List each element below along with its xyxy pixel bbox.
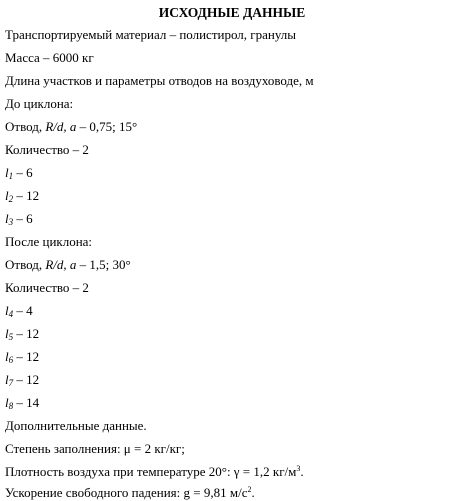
segment-l8 (5, 395, 39, 411)
segment-subscript: 4 (8, 309, 14, 319)
segment-value: – 6 (13, 165, 33, 180)
before-cyclone-heading: До циклона: (5, 96, 74, 111)
after-cyclone-bend (5, 257, 131, 273)
bend-label: Отвод, (5, 119, 46, 134)
segment-l6 (5, 349, 39, 365)
segment-value: – 4 (13, 303, 33, 318)
segment-l3 (5, 211, 33, 227)
bend-value: – 0,75; 15° (76, 119, 138, 134)
segment-value: – 12 (13, 349, 40, 364)
air-density-line (5, 464, 304, 480)
gravity-exponent: 2 (247, 485, 252, 494)
material-line: Транспортируемый материал – полистирол, гранулы (5, 27, 296, 42)
segment-subscript: 3 (8, 217, 14, 227)
segment-subscript: 2 (8, 194, 14, 204)
segment-subscript: 7 (8, 378, 14, 388)
segment-symbol: l (5, 395, 9, 410)
segment-subscript: 6 (8, 355, 14, 365)
air-density-exponent: 3 (296, 464, 301, 473)
before-cyclone-count: Количество – 2 (5, 142, 89, 157)
segment-symbol: l (5, 326, 9, 341)
segment-value: – 12 (13, 326, 40, 341)
after-cyclone-count: Количество – 2 (5, 280, 89, 295)
additional-heading: Дополнительные данные. (5, 418, 147, 433)
fill-degree-line: Степень заполнения: μ = 2 кг/кг; (5, 441, 185, 456)
gravity-text: Ускорение свободного падения: g = 9,81 м/с (5, 485, 248, 500)
segment-symbol: l (5, 372, 9, 387)
segment-symbol: l (5, 188, 9, 203)
gravity-line (5, 485, 255, 501)
after-cyclone-heading: После циклона: (5, 234, 93, 249)
gravity-end: . (251, 485, 255, 500)
air-density-end: . (300, 464, 304, 479)
segment-l7 (5, 372, 39, 388)
segment-value: – 12 (13, 188, 40, 203)
segment-subscript: 5 (8, 332, 14, 342)
segment-subscript: 8 (8, 401, 14, 411)
bend-params: R/d, a (45, 257, 77, 272)
segment-l4 (5, 303, 33, 319)
segment-value: – 14 (13, 395, 40, 410)
mass-line: Масса – 6000 кг (5, 50, 94, 65)
segment-symbol: l (5, 211, 9, 226)
document-title: ИСХОДНЫЕ ДАННЫЕ (158, 5, 306, 20)
bend-value: – 1,5; 30° (76, 257, 131, 272)
before-cyclone-bend (5, 119, 137, 135)
segment-symbol: l (5, 349, 9, 364)
segment-symbol: l (5, 303, 9, 318)
segment-l2 (5, 188, 39, 204)
air-density-text: Плотность воздуха при температуре 20°: γ = 1,2 кг/м (5, 464, 297, 479)
segment-value: – 6 (13, 211, 33, 226)
segment-l5 (5, 326, 39, 342)
bend-params: R/d, a (45, 119, 77, 134)
segment-subscript: 1 (8, 171, 14, 181)
segment-l1 (5, 165, 33, 181)
segment-symbol: l (5, 165, 9, 180)
segment-value: – 12 (13, 372, 40, 387)
lengths-header: Длина участков и параметры отводов на воздуховоде, м (5, 73, 314, 88)
bend-label: Отвод, (5, 257, 46, 272)
